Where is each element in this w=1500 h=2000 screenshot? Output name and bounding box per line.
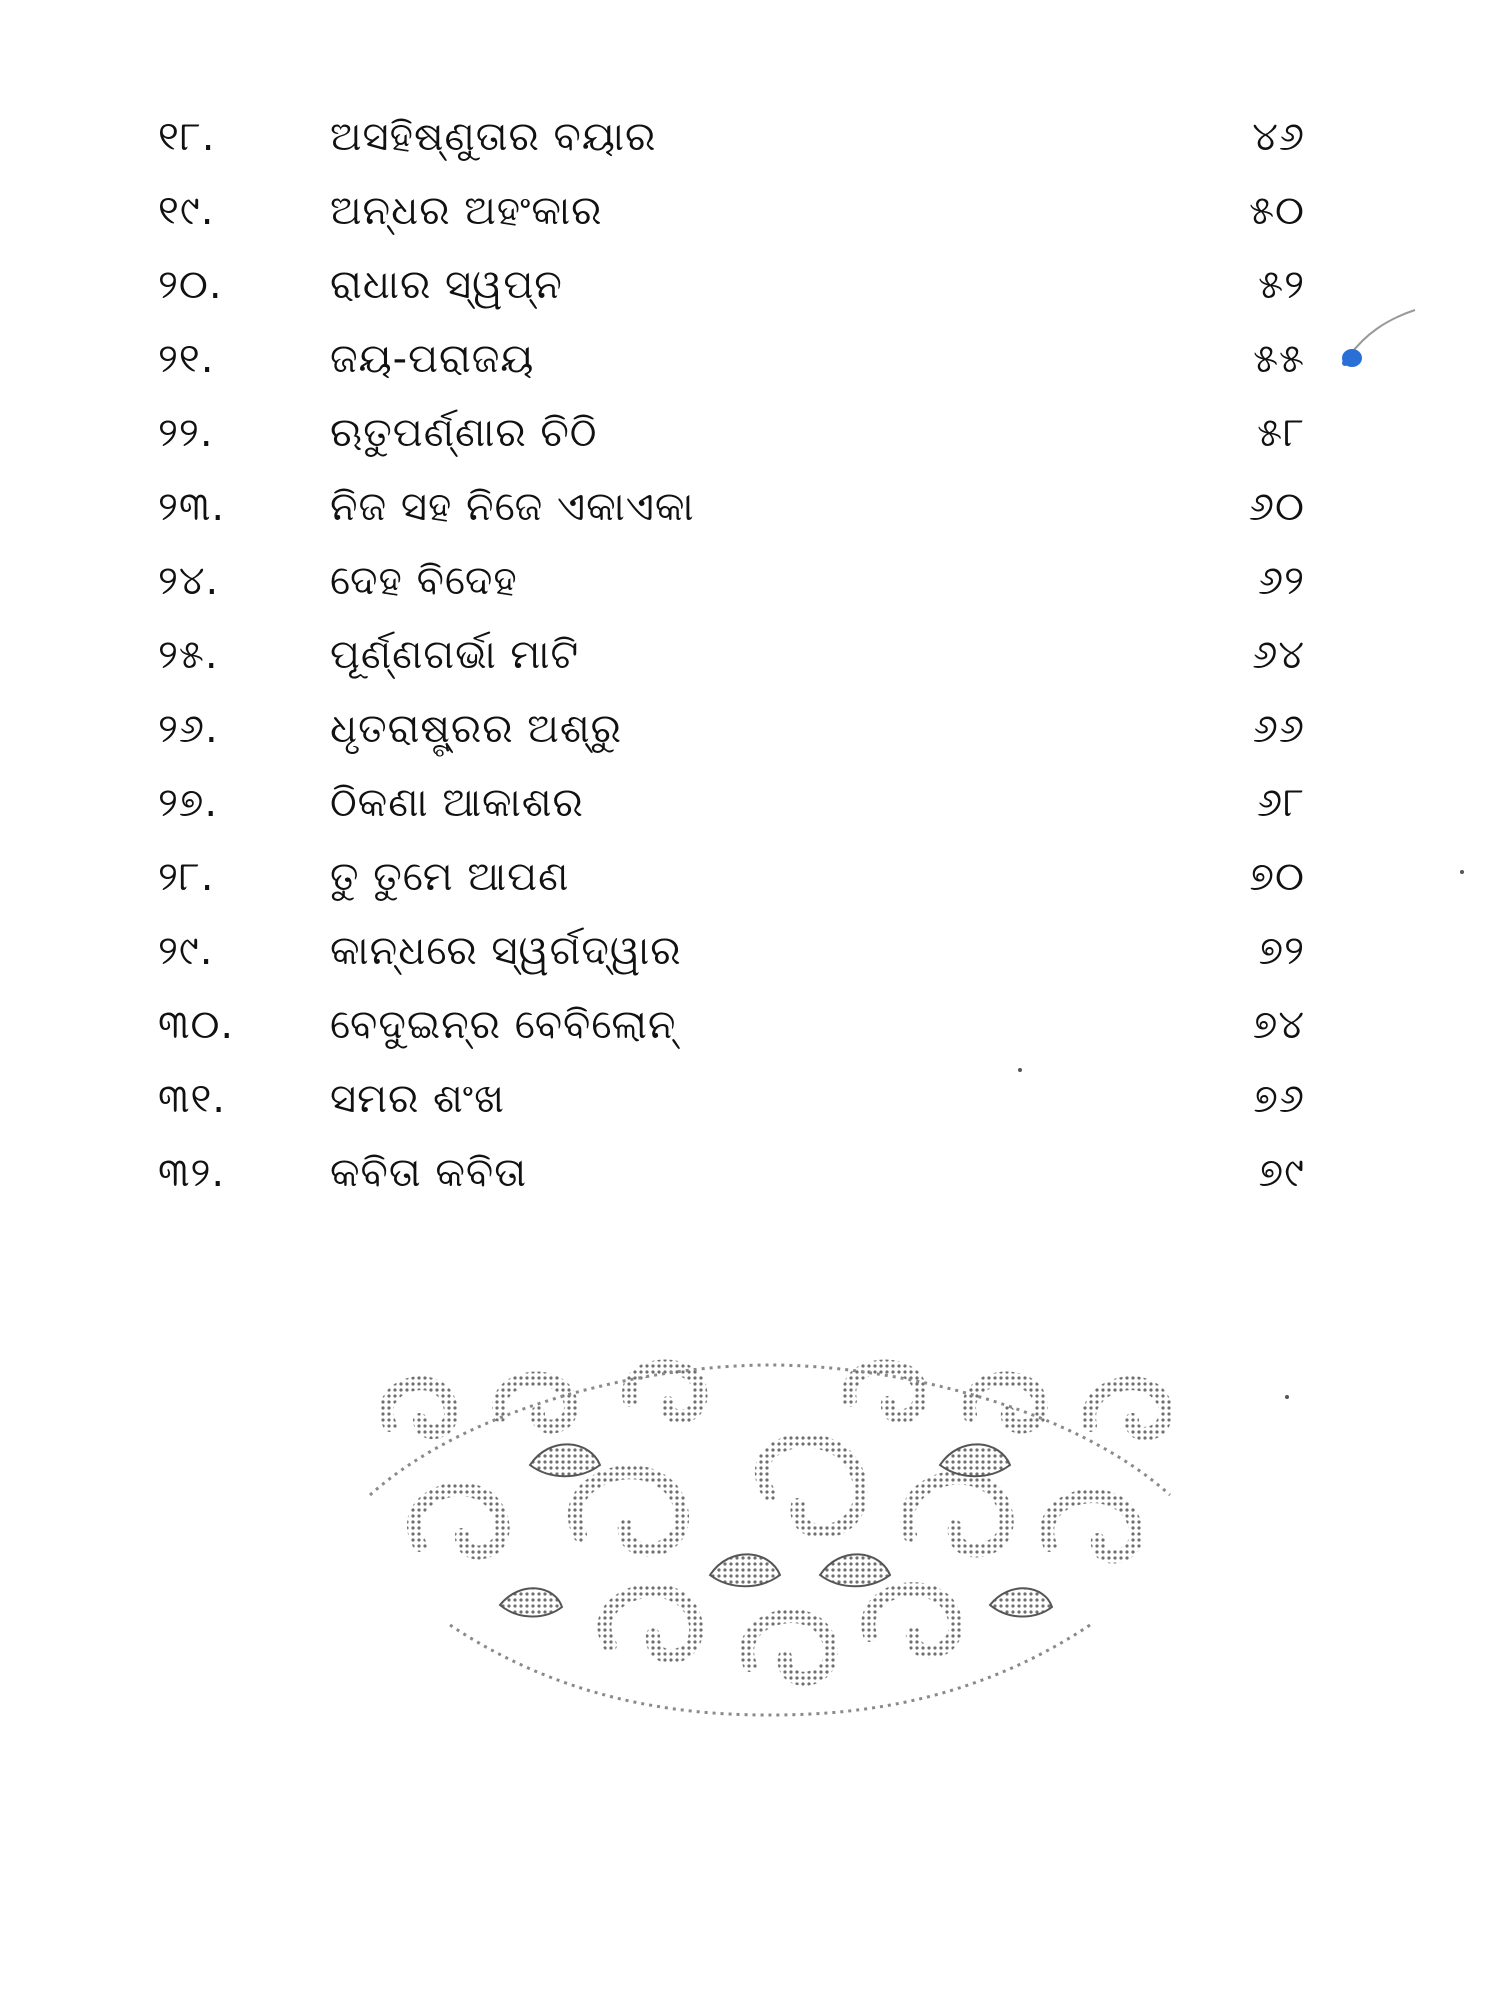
toc-entry-page: ୪୬ bbox=[1252, 114, 1305, 160]
toc-entry-page: ୭୯ bbox=[1258, 1150, 1305, 1196]
toc-entry-title: ରାଧାର ସ୍ୱପ୍ନ bbox=[330, 262, 563, 308]
paper-speck bbox=[1285, 1395, 1289, 1399]
paper-speck bbox=[1018, 1068, 1022, 1072]
toc-entry-title: କାନ୍ଧରେ ସ୍ୱର୍ଗଦ୍ୱାର bbox=[330, 928, 682, 974]
toc-entry-page: ୭୦ bbox=[1249, 854, 1305, 900]
toc-entry bbox=[0, 921, 1500, 981]
toc-entry bbox=[0, 1069, 1500, 1129]
toc-entry bbox=[0, 181, 1500, 241]
toc-entry-page: ୫୨ bbox=[1258, 262, 1305, 308]
toc-entry-number: ୨୮. bbox=[158, 854, 215, 900]
toc-entry-page: ୭୬ bbox=[1253, 1076, 1305, 1122]
toc-entry-number: ୨୪. bbox=[158, 558, 220, 604]
toc-entry-number: ୨୫. bbox=[158, 632, 219, 678]
toc-entry-page: ୬୪ bbox=[1252, 632, 1305, 678]
floral-swirl-ornament-icon bbox=[350, 1345, 1190, 1725]
toc-entry bbox=[0, 255, 1500, 315]
ink-blot-icon bbox=[1330, 300, 1420, 380]
toc-entry-title: କବିତା କବିତା bbox=[330, 1150, 527, 1196]
toc-entry bbox=[0, 1143, 1500, 1203]
toc-entry-title: ବେଦୁଇନ୍‌ର ବେବିଲୋନ୍ bbox=[330, 1002, 677, 1048]
toc-entry-page: ୫୮ bbox=[1257, 410, 1305, 456]
toc-entry bbox=[0, 107, 1500, 167]
toc-entry bbox=[0, 847, 1500, 907]
toc-entry-title: ଅନ୍ଧର ଅହଂକାର bbox=[330, 188, 603, 234]
toc-entry-page: ୫୦ bbox=[1249, 188, 1305, 234]
toc-entry-number: ୨୩. bbox=[158, 484, 226, 530]
toc-entry-number: ୨୦. bbox=[158, 262, 223, 308]
toc-entry-number: ୩୧. bbox=[158, 1076, 226, 1122]
toc-entry bbox=[0, 625, 1500, 685]
toc-entry-page: ୭୨ bbox=[1258, 928, 1305, 974]
toc-entry-title: ଧୃତରାଷ୍ଟ୍ରର ଅଶ୍ରୁ bbox=[330, 706, 622, 752]
toc-entry-number: ୩୨. bbox=[158, 1150, 226, 1196]
toc-entry bbox=[0, 773, 1500, 833]
toc-entry-title: ସମର ଶଂଖ bbox=[330, 1076, 505, 1122]
toc-entry bbox=[0, 995, 1500, 1055]
toc-entry-title: ପୂର୍ଣ୍ଣଗର୍ଭା ମାଟି bbox=[330, 632, 580, 678]
toc-entry-number: ୧୯. bbox=[158, 188, 215, 234]
toc-entry bbox=[0, 477, 1500, 537]
toc-entry-page: ୬୬ bbox=[1252, 706, 1305, 752]
toc-entry-number: ୨୭. bbox=[158, 780, 219, 826]
toc-entry-title: ତୁ ତୁମେ ଆପଣ bbox=[330, 854, 570, 900]
toc-entry-page: ୫୫ bbox=[1253, 336, 1305, 382]
toc-entry-page: ୭୪ bbox=[1252, 1002, 1305, 1048]
toc-entry bbox=[0, 403, 1500, 463]
toc-entry bbox=[0, 699, 1500, 759]
toc-entry-title: ଦେହ ବିଦେହ bbox=[330, 558, 518, 604]
toc-entry-title: ଅସହିଷ୍ଣୁତାର ବୟାର bbox=[330, 114, 657, 160]
paper-speck bbox=[1460, 870, 1464, 874]
toc-entry-page: ୬୮ bbox=[1257, 780, 1305, 826]
toc-entry-page: ୬୦ bbox=[1248, 484, 1305, 530]
toc-entry-number: ୨୯. bbox=[158, 928, 214, 974]
toc-entry-title: ନିଜ ସହ ନିଜେ ଏକାଏକା bbox=[330, 484, 695, 530]
toc-entry-number: ୨୨. bbox=[158, 410, 214, 456]
toc-entry-number: ୧୮. bbox=[158, 114, 216, 160]
toc-entry-title: ଜୟ-ପରାଜୟ bbox=[330, 336, 535, 382]
toc-entry bbox=[0, 329, 1500, 389]
toc-entry-number: ୨୬. bbox=[158, 706, 219, 752]
toc-entry-title: ଋତୁପର୍ଣ୍ଣାର ଚିଠି bbox=[330, 410, 598, 456]
toc-entry bbox=[0, 551, 1500, 611]
toc-entry-number: ୩୦. bbox=[158, 1002, 235, 1048]
toc-entry-number: ୨୧. bbox=[158, 336, 215, 382]
toc-entry-title: ଠିକଣା ଆକାଶର bbox=[330, 780, 584, 826]
toc-entry-page: ୬୨ bbox=[1257, 558, 1305, 604]
